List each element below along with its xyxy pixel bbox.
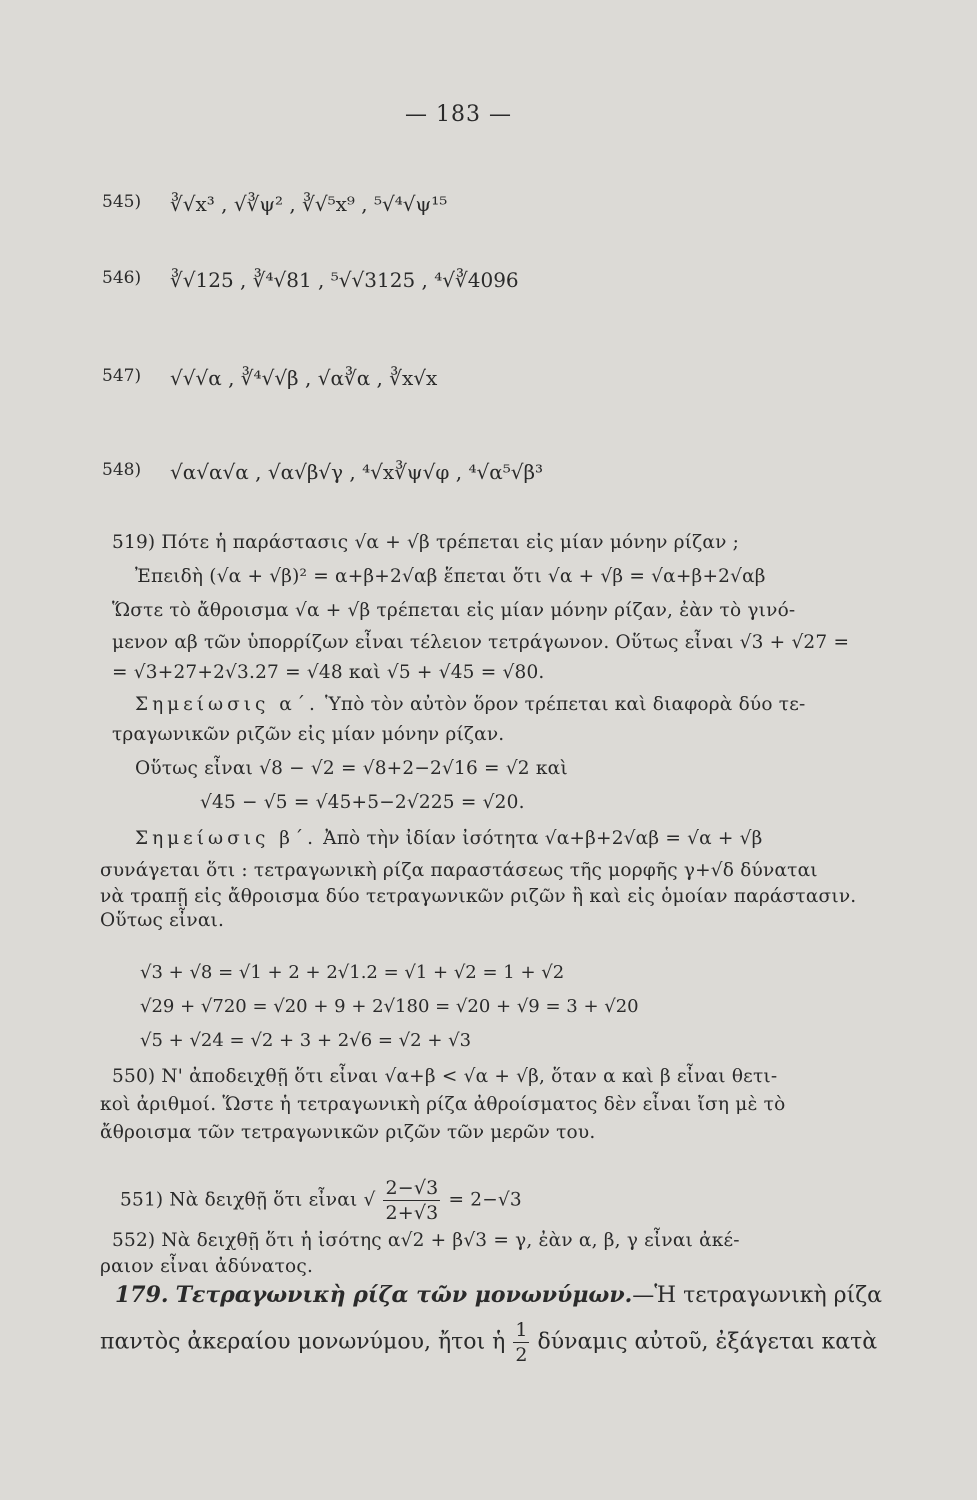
exercise-number: 545) bbox=[102, 192, 142, 212]
fraction-numerator: 1 bbox=[515, 1319, 528, 1341]
fraction-denominator: 2+√3 bbox=[385, 1202, 439, 1224]
section-line bbox=[100, 1318, 877, 1367]
fraction-denominator: 2 bbox=[515, 1344, 528, 1366]
section-heading bbox=[115, 1282, 882, 1308]
exercise-number: 546) bbox=[102, 268, 142, 288]
section-line-before: παντὸς ἀκεραίου μονωνύμου, ἤτοι ἡ bbox=[100, 1329, 506, 1355]
exercise-number: 547) bbox=[102, 366, 142, 386]
paragraph-line: μενον αβ τῶν ὑπορρίζων εἶναι τέλειον τετράγωνον. Οὕτως εἶναι √3 + √27 = bbox=[112, 632, 850, 653]
note-a-line bbox=[135, 694, 805, 715]
fraction-half bbox=[513, 1318, 529, 1367]
fraction-numerator: 2−√3 bbox=[385, 1177, 439, 1199]
paragraph-line: 519) Πότε ἡ παράστασις √α + √β τρέπεται εἰς μίαν μόνην ρίζαν ; bbox=[112, 532, 740, 553]
exercise-expression: √α√α√α , √α√β√γ , ⁴√x∛ψ√φ , ⁴√α⁵√β³ bbox=[170, 460, 544, 484]
exercise-550-line: ἄθροισμα τῶν τετραγωνικῶν ριζῶν τῶν μερῶν του. bbox=[100, 1122, 596, 1143]
note-a-line: τραγωνικῶν ριζῶν εἰς μίαν μόνην ρίζαν. bbox=[112, 724, 505, 745]
note-b-line bbox=[135, 828, 763, 849]
fraction bbox=[383, 1176, 440, 1225]
exercise-expression: ∛√x³ , √∛ψ² , ∛√⁵x⁹ , ⁵√⁴√ψ¹⁵ bbox=[170, 192, 448, 216]
exercise-expression: √√√α , ∛⁴√√β , √α∛α , ∛x√x bbox=[170, 366, 438, 390]
exercise-551 bbox=[120, 1176, 522, 1225]
equation-line: √29 + √720 = √20 + 9 + 2√180 = √20 + √9 = 3 + √20 bbox=[140, 996, 639, 1017]
note-b-line: συνάγεται ὅτι : τετραγωνικὴ ρίζα παραστάσεως τῆς μορφῆς γ+√δ δύναται bbox=[100, 860, 818, 881]
exercise-551-prefix: 551) Νὰ δειχθῇ ὅτι εἶναι √ bbox=[120, 1189, 376, 1211]
equation-line: √5 + √24 = √2 + 3 + 2√6 = √2 + √3 bbox=[140, 1030, 472, 1051]
exercise-expression: ∛√125 , ∛⁴√81 , ⁵√√3125 , ⁴√∛4096 bbox=[170, 268, 519, 292]
exercise-number: 548) bbox=[102, 460, 142, 480]
note-b-line: Οὕτως εἶναι. bbox=[100, 910, 225, 931]
note-b-text: Ἀπὸ τὴν ἰδίαν ἰσότητα √α+β+2√αβ = √α + √β bbox=[317, 828, 763, 849]
note-b-line: νὰ τραπῇ εἰς ἄθροισμα δύο τετραγωνικῶν ριζῶν ἢ καὶ εἰς ὁμοίαν παράστασιν. bbox=[100, 886, 857, 907]
exercise-552-line: 552) Νὰ δειχθῇ ὅτι ἡ ἰσότης α√2 + β√3 = γ, ἐὰν α, β, γ εἶναι ἀκέ- bbox=[112, 1230, 740, 1251]
note-a-label: Σημείωσις α΄. bbox=[135, 694, 319, 715]
paragraph-line: = √3+27+2√3.27 = √48 καὶ √5 + √45 = √80. bbox=[112, 662, 545, 683]
note-b-label: Σημείωσις β΄. bbox=[135, 828, 318, 849]
page-number: — 183 — bbox=[405, 102, 512, 127]
exercise-550-line: κοὶ ἀριθμοί. Ὥστε ἡ τετραγωνικὴ ρίζα ἀθροίσματος δὲν εἶναι ἴση μὲ τὸ bbox=[100, 1094, 786, 1115]
section-line-after: δύναμις αὐτοῦ, ἐξάγεται κατὰ bbox=[537, 1329, 878, 1355]
equation-line: √3 + √8 = √1 + 2 + 2√1.2 = √1 + √2 = 1 + √2 bbox=[140, 962, 565, 983]
section-text: —Ἡ τετραγωνικὴ ρίζα bbox=[632, 1283, 882, 1308]
note-a-text: Ὑπὸ τὸν αὐτὸν ὅρον τρέπεται καὶ διαφορὰ δύο τε- bbox=[318, 694, 806, 715]
section-title: Τετραγωνικὴ ρίζα τῶν μονωνύμων. bbox=[175, 1282, 633, 1308]
section-number: 179. bbox=[115, 1282, 169, 1308]
note-a-example: Οὕτως εἶναι √8 − √2 = √8+2−2√16 = √2 καὶ bbox=[135, 758, 568, 779]
paragraph-line: Ἐπειδὴ (√α + √β)² = α+β+2√αβ ἕπεται ὅτι √α + √β = √α+β+2√αβ bbox=[135, 566, 766, 587]
paragraph-line: Ὥστε τὸ ἄθροισμα √α + √β τρέπεται εἰς μίαν μόνην ρίζαν, ἐὰν τὸ γινό- bbox=[112, 600, 796, 621]
exercise-551-suffix: = 2−√3 bbox=[448, 1189, 522, 1211]
exercise-552-line: ραιον εἶναι ἀδύνατος. bbox=[100, 1256, 314, 1277]
note-a-example: √45 − √5 = √45+5−2√225 = √20. bbox=[200, 792, 525, 813]
exercise-550-line: 550) Ν' ἀποδειχθῇ ὅτι εἶναι √α+β < √α + √β, ὅταν α καὶ β εἶναι θετι- bbox=[112, 1066, 778, 1087]
